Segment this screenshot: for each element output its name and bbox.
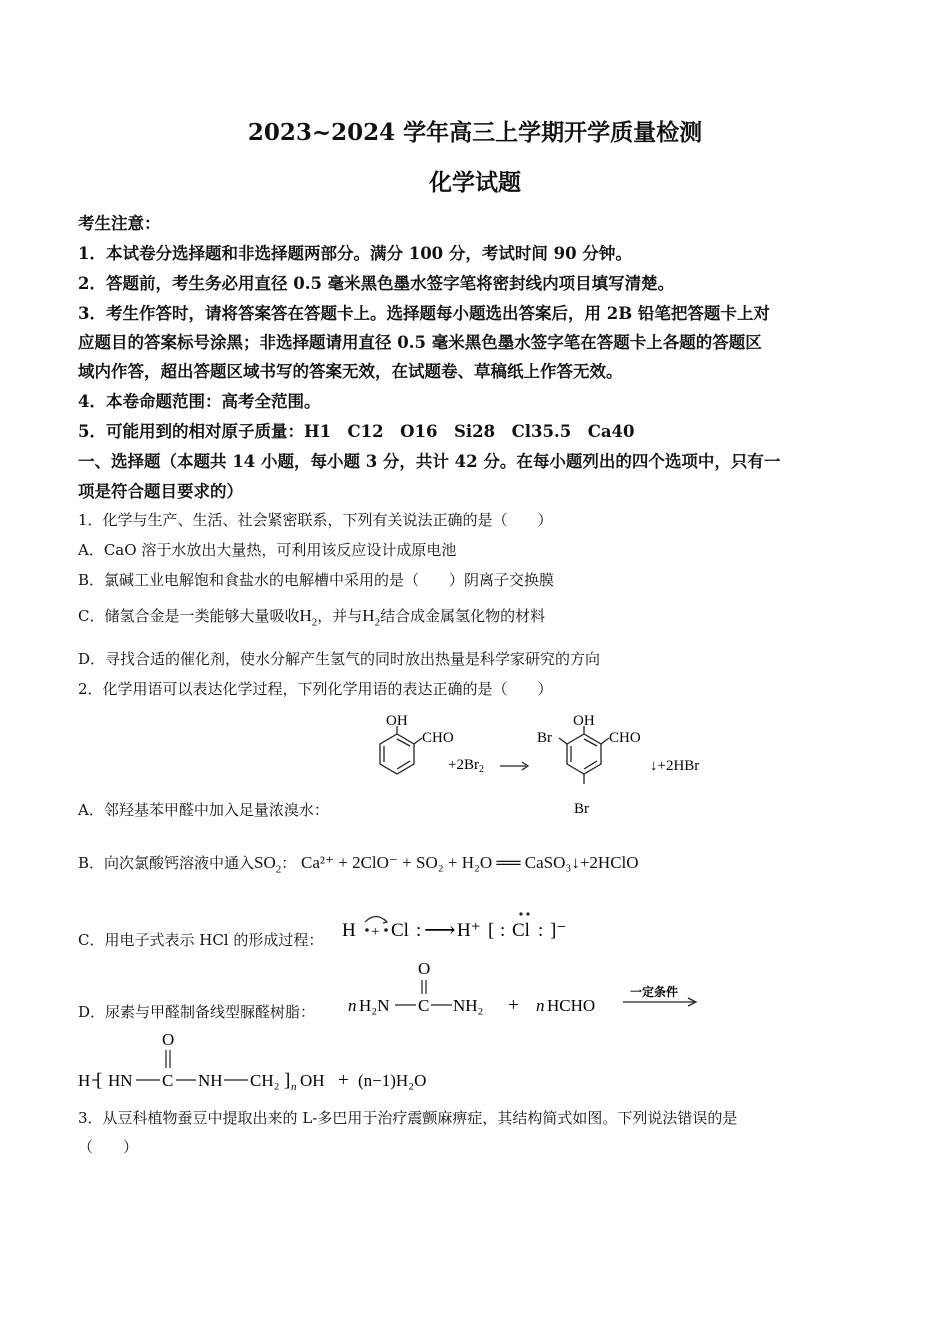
- h-atom: H: [342, 920, 356, 941]
- reaction-condition: 一定条件: [630, 985, 679, 999]
- q1-option-a: A．CaO 溶于水放出大量热，可利用该反应设计成原电池: [78, 541, 457, 559]
- cl-ion: Cl: [512, 920, 530, 941]
- q1-c-text3: 结合成金属氢化物的材料: [380, 607, 546, 625]
- svg-text:C: C: [162, 1071, 174, 1090]
- oh-label: OH: [386, 713, 408, 729]
- q2-c-electron-formula: [340, 903, 620, 947]
- svg-text:]: ]: [284, 1070, 291, 1090]
- product-oh: OH: [573, 713, 595, 729]
- svg-text:n: n: [291, 1081, 297, 1090]
- q2-stem: 2．化学用语可以表达化学过程，下列化学用语的表达正确的是（ ）: [78, 680, 553, 698]
- product-br-bottom: Br: [574, 801, 589, 817]
- svg-text:HCHO: HCHO: [547, 996, 596, 1015]
- notice-item-2: 2．答题前，考生务必用直径 0.5 毫米黑色墨水签字笔将密封线内项目填写清楚。: [78, 274, 675, 293]
- svg-text:(n−1)H₂O: (n−1)H₂O: [358, 1071, 427, 1090]
- q1-stem: 1．化学与生产、生活、社会紧密联系，下列有关说法正确的是（ ）: [78, 511, 553, 529]
- q1-option-b: B．氯碱工业电解饱和食盐水的电解槽中采用的是（ ）阴离子交换膜: [78, 571, 555, 589]
- svg-text:+: +: [338, 1070, 349, 1090]
- product-cho: CHO: [609, 730, 641, 746]
- notice-item-1: 1．本试卷分选择题和非选择题两部分。满分 100 分，考试时间 90 分钟。: [78, 244, 632, 263]
- q1-c-h2-2: $H_2$: [362, 606, 381, 629]
- q2-b-equation: Ca²⁺ + 2ClO⁻ + SO₂ + H₂O ══ CaSO₃↓+2HClO: [301, 853, 639, 872]
- formation-arrow: ⟶: [424, 917, 456, 942]
- reagent-br2: $+2Br_2$: [448, 757, 484, 775]
- svg-text:[: [: [488, 920, 495, 941]
- svg-text:n: n: [348, 996, 357, 1015]
- svg-text:H: H: [78, 1071, 91, 1090]
- svg-text:]⁻: ]⁻: [550, 920, 567, 941]
- svg-text:HN: HN: [108, 1071, 133, 1090]
- cho-label: CHO: [422, 730, 454, 746]
- q3-stem-cont: （ ）: [78, 1138, 139, 1156]
- salicylaldehyde-structure: [380, 726, 422, 774]
- q2-a-equation: [340, 706, 740, 818]
- q2-option-d: D．尿素与甲醛制备线型脲醛树脂：: [78, 1003, 316, 1021]
- q2-d-equation-line2: [76, 1026, 496, 1090]
- svg-text:C: C: [418, 996, 430, 1015]
- notice-item-5: 5．可能用到的相对原子质量：H1 C12 O16 Si28 Cl35.5 Ca40: [78, 422, 635, 441]
- svg-text::: :: [416, 920, 422, 941]
- svg-text:CH₂: CH₂: [250, 1071, 280, 1090]
- exam-title: 2023~2024 学年高三上学期开学质量检测: [247, 119, 703, 146]
- notice-item-4: 4．本卷命题范围：高考全范围。: [78, 392, 321, 411]
- notice-item-3-cont: 应题目的答案标号涂黑；非选择题请用直径 0.5 毫米黑色墨水签字笔在答题卡上各题的答题区: [78, 333, 762, 352]
- svg-text:O: O: [162, 1030, 175, 1049]
- svg-text:O: O: [418, 959, 431, 978]
- precipitate-hbr: ↓+2HBr: [650, 758, 700, 774]
- q1-option-d: D．寻找合适的催化剂，使水分解产生氢气的同时放出热量是科学家研究的方向: [78, 650, 601, 668]
- section-heading-cont: 项是符合题目要求的）: [78, 482, 243, 501]
- svg-text:n: n: [536, 996, 545, 1015]
- cl-atom: Cl: [391, 920, 409, 941]
- svg-text:H₂N: H₂N: [359, 996, 390, 1015]
- svg-text:OH: OH: [300, 1071, 325, 1090]
- h-ion: H⁺: [457, 920, 481, 941]
- tribromo-product-structure: [559, 726, 609, 784]
- product-br-left: Br: [537, 730, 552, 746]
- notice-item-3: 3．考生作答时，请将答案答在答题卡上。选择题每小题选出答案后，用 2B 铅笔把答题卡上对: [78, 304, 770, 323]
- q3-stem: 3．从豆科植物蚕豆中提取出来的 L-多巴用于治疗震颤麻痹症，其结构简式如图。下列说法错误的是: [78, 1109, 738, 1127]
- svg-text:NH₂: NH₂: [453, 996, 484, 1015]
- q2-b-so2: $SO_2$: [254, 853, 282, 876]
- q2-d-equation-line1: [340, 952, 720, 1022]
- svg-text:NH: NH: [198, 1071, 223, 1090]
- q1-c-text1: C．储氢合金是一类能够大量吸收: [78, 607, 300, 625]
- svg-text::: :: [500, 920, 506, 941]
- section-heading: 一、选择题（本题共 14 小题，每小题 3 分，共计 42 分。在每小题列出的四个选项中，只有一: [78, 452, 781, 471]
- q2-option-c: C．用电子式表示 HCl 的形成过程：: [78, 931, 324, 949]
- subject-title: 化学试题: [429, 169, 521, 196]
- q2-option-a: A．邻羟基苯甲醛中加入足量浓溴水：: [78, 801, 329, 819]
- svg-text::: :: [538, 920, 544, 941]
- notice-item-3-cont2: 域内作答，超出答题区域书写的答案无效，在试题卷、草稿纸上作答无效。: [78, 362, 623, 381]
- q2-option-b: B．向次氯酸钙溶液中通入$SO_2$： Ca²⁺ + 2ClO⁻ + SO₂ + H₂O ══ CaSO₃↓+2HClO: [78, 853, 639, 876]
- notice-heading: 考生注意：: [78, 214, 161, 233]
- svg-text:+: +: [508, 995, 519, 1016]
- q1-c-text2: ，并与: [317, 607, 363, 625]
- svg-text:+: +: [371, 924, 380, 940]
- svg-text:[: [: [96, 1070, 103, 1090]
- q1-c-h2-1: $H_2$: [299, 606, 318, 629]
- q1-option-c: [78, 605, 545, 628]
